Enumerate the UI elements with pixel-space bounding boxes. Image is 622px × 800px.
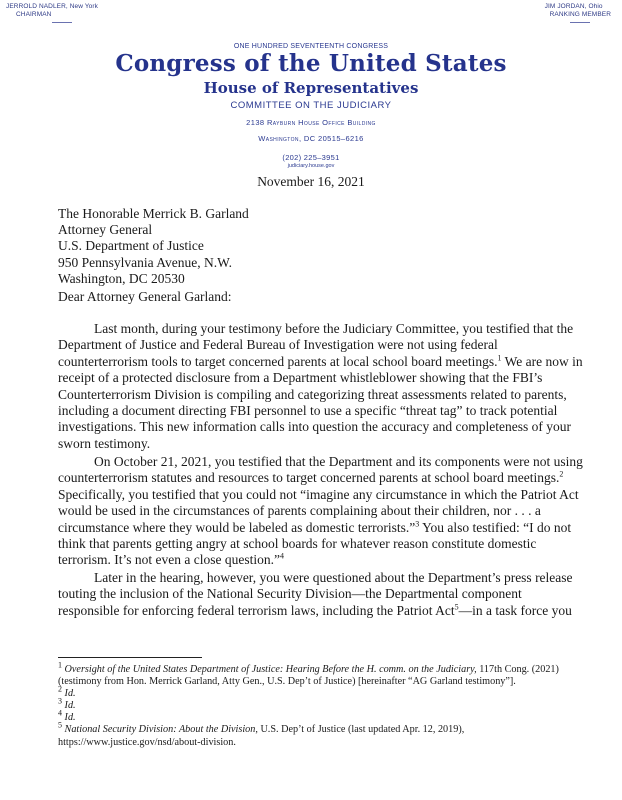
- paragraph-text: Later in the hearing, however, you were questioned about the Department’s press release touting the inclusion of the National Security Division—the Departmental component responsible for enforcing federal terrorism laws, including the Patriot Act: [58, 570, 573, 618]
- ranking-member-title: RANKING MEMBER: [549, 11, 611, 18]
- committee-website: judiciary.house.gov: [287, 163, 335, 169]
- footnote-number: 3: [58, 696, 62, 706]
- congress-title: Congress of the United States: [115, 50, 507, 77]
- chairman-divider: [52, 22, 72, 23]
- address-line: 950 Pennsylvania Avenue, N.W.: [58, 254, 232, 270]
- footnote-ref: 1: [497, 353, 502, 363]
- footnote-citation: Id.: [64, 712, 76, 724]
- footnote-citation: Oversight of the United States Department of Justice: Hearing Before the H. comm. on the Judiciary,: [64, 664, 477, 675]
- footnotes: [58, 660, 598, 749]
- footnote-number: 2: [58, 684, 62, 694]
- footnote-ref: 3: [415, 519, 420, 529]
- footnote-citation: Id.: [64, 700, 76, 712]
- congress-number: ONE HUNDRED SEVENTEENTH CONGRESS: [233, 43, 389, 50]
- footnote: [58, 721, 598, 748]
- office-phone: (202) 225–3951: [282, 153, 340, 162]
- address-line: The Honorable Merrick B. Garland: [58, 206, 249, 221]
- office-city: Washington, DC 20515–6216: [258, 134, 364, 143]
- body-paragraph: [58, 570, 584, 619]
- ranking-member-block: [545, 3, 611, 23]
- footnote-ref: 4: [279, 551, 284, 561]
- paragraph-text: Last month, during your testimony before the Judiciary Committee, you testified that the Department of Justice and Federal Bureau of Investigation were not using federal counterterrorism tools to target concerned parents at local school board meetings.: [58, 321, 574, 369]
- footnote-ref: 2: [559, 469, 564, 479]
- ranking-member-name: JIM JORDAN, Ohio: [544, 3, 603, 10]
- footnote-text: , U.S. Dep’t of Justice (last updated Apr. 12, 2019), https://www.justice.gov/nsd/about-division.: [58, 724, 465, 748]
- footnote: [58, 696, 598, 712]
- footnote-number: 1: [58, 660, 62, 670]
- address-line: Attorney General: [58, 222, 153, 238]
- footnote: [58, 708, 598, 724]
- recipient-address: [58, 206, 249, 287]
- footnote-citation: Id.: [64, 688, 76, 700]
- letter-date: November 16, 2021: [257, 174, 365, 189]
- paragraph-text: —in a task force you: [458, 602, 572, 618]
- paragraph-text: Specifically, you testified that you could not “imagine any circumstance in which the Patriot Act would be used in the circumstances of parents complaining about their children, nor . . . a circumstance where they would be labeled as domestic terrorists.”: [58, 486, 579, 535]
- ranking-member-divider: [570, 22, 590, 23]
- chairman-title: CHAIRMAN: [16, 11, 52, 18]
- footnote: [58, 684, 598, 700]
- address-line: Washington, DC 20530: [58, 270, 185, 286]
- salutation: Dear Attorney General Garland:: [58, 289, 232, 304]
- chairman-name: JERROLD NADLER, New York: [6, 3, 98, 10]
- footnote: [58, 660, 598, 688]
- footnote-number: 5: [58, 721, 62, 731]
- body-paragraph: [58, 321, 584, 452]
- footnote-ref: 5: [454, 602, 459, 612]
- footnote-divider: [58, 657, 202, 658]
- house-title: House of Representatives: [203, 79, 419, 97]
- paragraph-text: On October 21, 2021, you testified that the Department and its components were not using counterterrorism statutes and resources to target concerned parents at school board meetings.: [58, 454, 583, 486]
- office-building: 2138 Rayburn House Office Building: [246, 118, 376, 127]
- address-line: U.S. Department of Justice: [58, 238, 204, 254]
- footnote-citation: National Security Division: About the Division: [64, 724, 256, 736]
- paragraph-text: You also testified: “I do not think that parents getting angry at school boards for whatever reason constitute domestic terrorism. It’s not even a close question.”: [58, 519, 572, 568]
- chairman-block: [6, 3, 98, 23]
- paragraph-text: We are now in receipt of a protected disclosure from a Department whistleblower showing that the FBI’s Counterterrorism Division is compiling and categorizing threat assessments related to parents, including a document directing FBI personnel to use a specific “threat tag” to track potential investigations. This new information calls into question the accuracy and completeness of your sworn testimony.: [58, 353, 583, 451]
- footnote-text: 117th Cong. (2021) (testimony from Hon. Merrick Garland, Atty Gen., U.S. Dep’t of Justice) [hereinafter “AG Garland testimony”].: [58, 664, 559, 688]
- body-paragraph: [58, 454, 584, 569]
- footnote-number: 4: [58, 708, 62, 718]
- committee-name: COMMITTEE ON THE JUDICIARY: [230, 100, 392, 111]
